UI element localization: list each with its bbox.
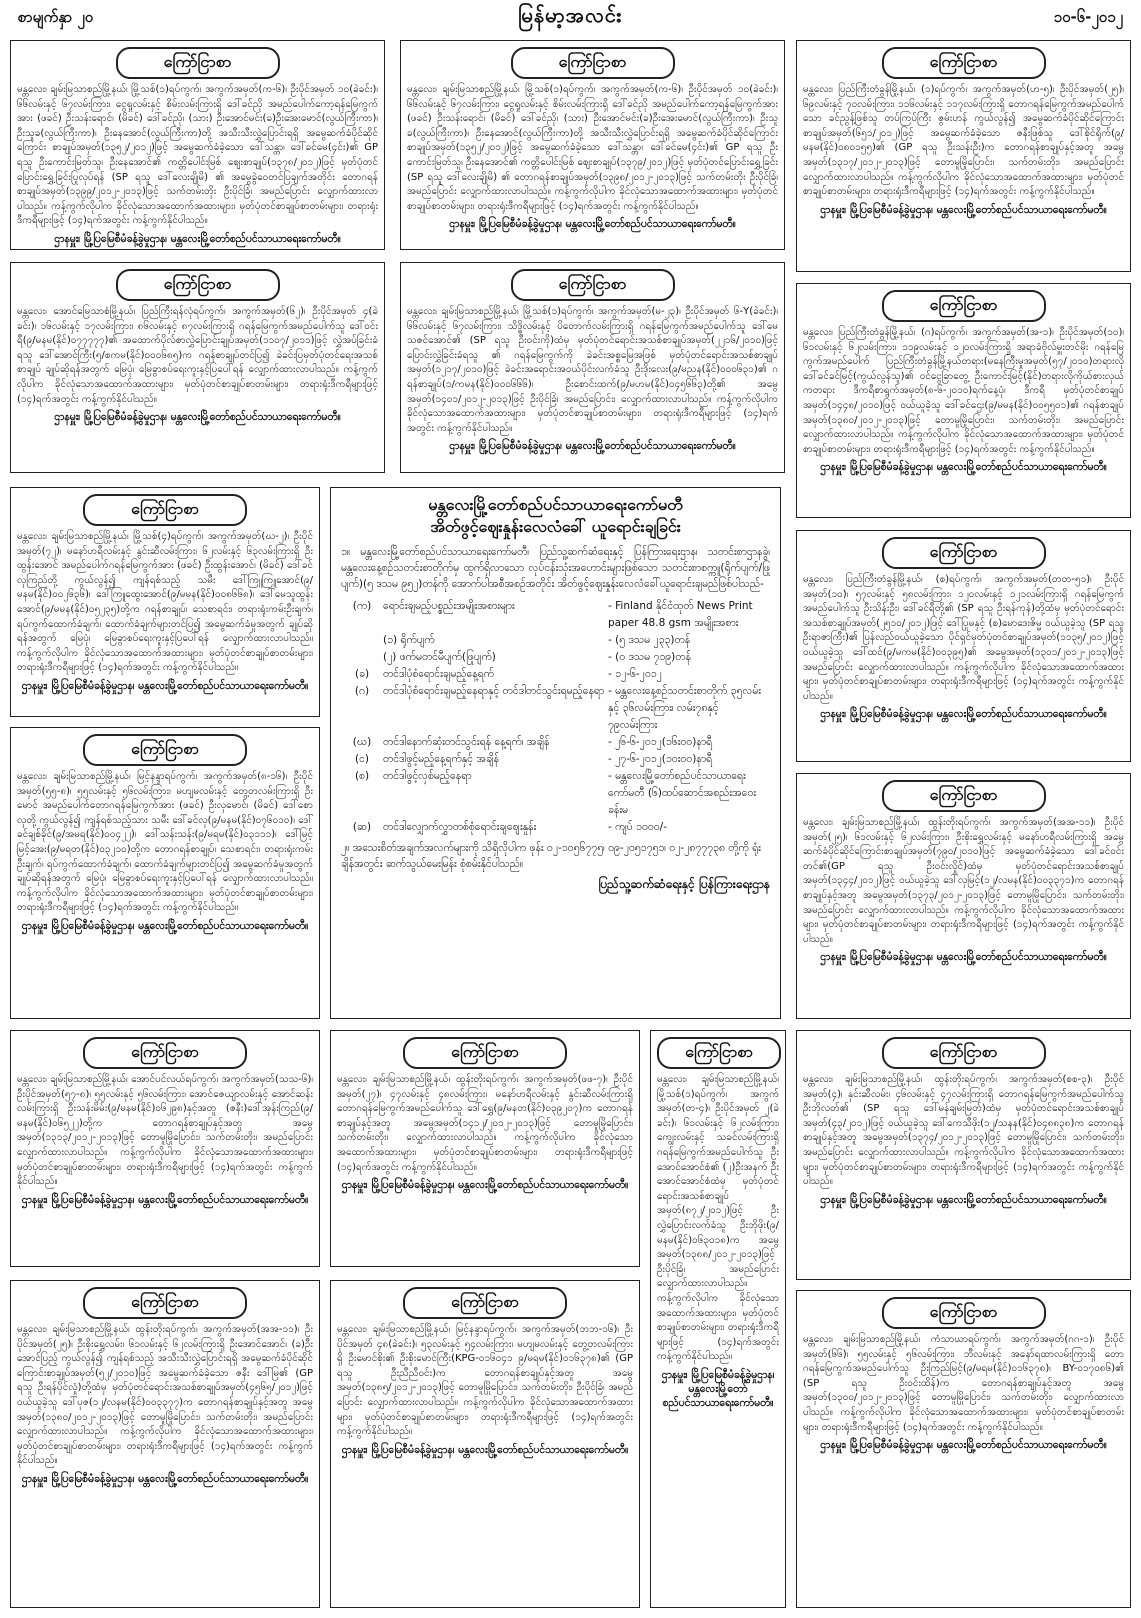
notice-title: ကြော်ငြာစာ [882, 537, 1046, 569]
tender-signature: ပြည်သူ့ဆက်ဆံရေးနှင့် ပြန်ကြားရေးဌာန [598, 877, 770, 891]
notice-body: မန္တလေး၊ ချမ်းမြသာစည်မြို့နယ်၊ ထွန်းတိုးရပ်ကွက်၊ အကွက်အမှတ်(အအ-၁၁)၊ ဦးပိုင်အမှတ်(၂၅)၊ ၆၁လမ်းနှင့် ၆၂လမ်းကြား၊ ဦးစိုးရွှေလမ်းနှင့် မနော်ဟရီလမ်းကြားရှိ အမွေဆက်ခံပိုင်ဆိုင်ကြောင်းစာချုပ်အမှတ်(၇၉၀/၂၀၁၀)ဖြင့် အမွေဆက်ခံခဲ့သော ဒေါ်ခင်ဝင်းတင်၏(GP ရသူ ဦးဝင်းလှိုင်)ထံမှ မှတ်ပုံတင်ရောင်းအသစ်စာချုပ်အမှတ်(၁၃၄၄/၂၀၁၂)ဖြင့် ဝယ်ယူခဲ့သူ ဒေါ်လှမြင့်(၁၂/လမန(နိုင်)၀၀၃၃၇၁)က တောဂရန်စာချုပ်နှင့်အတူ အမွေအမှတ်(၁၃၇၃/၂၀၁၂-၂၀၁၃)ဖြင့် တောမူမြိုပြောင်း၊ သက်တမ်းတိုး၊ အမည်ပြောင်း လျှောက်ထားလာပါသည်။ ကန့်ကွက်လိုပါက ခိုင်လုံသောအထောက်အထားများ၊ မှတ်ပုံတင်စာချုပ်စာတမ်းများ၊ တရားရုံးဒီကရီများဖြင့် (၁၄)ရက်အတွင်း ကန့်ကွက်နိုင်ပါသည်။ [803, 817, 1124, 945]
tender-title: မန္တလေးမြို့တော်စည်ပင်သာယာရေးကော်မတီ [428, 495, 683, 514]
row-value: - ကျပ် ၁၀၀၀/- [608, 821, 668, 833]
row-key: (ဂ) [354, 685, 370, 697]
notice-title: ကြော်ငြာစာ [116, 269, 280, 301]
notice-box [10, 1280, 320, 1608]
row-key: (က) [352, 600, 372, 612]
notice-footer: ဌာနမှူး၊ မြို့ပြမြေစီမံခန့်ခွဲမှုဌာန၊ မန္တလေးမြို့တော်စည်ပင်သာယာရေးကော်မတီ။ [449, 218, 736, 231]
notice-footer: ဌာနမှူး၊ မြို့ပြမြေစီမံခန့်ခွဲမှုဌာန၊ မန္တလေးမြို့တော်စည်ပင်သာယာရေးကော်မတီ။ [820, 951, 1107, 964]
notice-title: ကြော်ငြာစာ [882, 47, 1046, 79]
tender-schedule [341, 598, 770, 836]
notice-footer: ဌာနမှူး၊ မြို့ပြမြေစီမံခန့်ခွဲမှုဌာန၊ မန္တလေးမြို့တော်စည်ပင်သာယာရေးကော်မတီ။ [341, 1443, 629, 1456]
notice-body: မန္တလေး၊ ပြည်ကြီးတံခွန်မြို့နယ်၊ (၁)ရပ်ကွက်၊ အကွက်အမှတ်(ဟ-၅)၊ ဦးပိုင်အမှတ်(၂၅)၊ ၆၉လမ်းနှင့် ၇၀လမ်းကြား၊ ၁၁၆လမ်းနှင့် ၁၁၇လမ်းကြားရှိ တောဂရန်မြေကွက်အမည်ပေါက်သော ခင်ညွန့်ဖြစ်သူ တပ်ကြပ်ကြီး ဇွမ်းပာန် ကွယ်လွန်၍ အမွေဆက်ခံပိုင်ဆိုင်ကြောင်းစာချုပ်အမှတ်(၆၅၁/၂၀၁၂)ဖြင့် အမွေဆက်ခံခဲ့သော ဇနီးဖြစ်သူ ဒေါ်စိုင်ရိုက်(၉/မနမ(နိုင်)၀၈၀၁၅၅)၏ (GP ရသူ ဦးသန်းဦး)က တောဂရန်စာချုပ်နှင့်အတူ အမွေ အမှတ်(၁၃၁၇/၂၀၁၂-၂၀၁၃)ဖြင့် တောမူမြိုပြောင်း၊ သက်တမ်းတိုး၊ အမည်ပြောင်း လျှောက်ထားလာပါသည်။ ကန့်ကွက်လိုပါက ခိုင်လုံသောအထောက်အထားများ၊ မှတ်ပုံတင်စာချုပ်စာတမ်းများ၊ တရားရုံးဒီကရီများဖြင့် (၁၄)ရက်အတွင်း ကန့်ကွက်နိုင်ပါသည်။ [803, 84, 1124, 198]
notice-footer: ဌာနမှူး၊ မြို့ပြမြေစီမံခန့်ခွဲမှုဌာန၊ မန္တလေးမြို့တော်စည်ပင်သာယာရေးကော်မတီ။ [820, 1193, 1107, 1206]
tender-row [341, 819, 770, 836]
notice-body: မန္တလေး၊ ပြည်ကြီးတံခွန်မြို့နယ်၊ (စ)ရပ်ကွက်၊ အကွက်အမှတ်(တတ-၅၁)၊ ဦးပိုင်အမှတ်(၁၀)၊ ၅၇လမ်းနှင့် ၅၈လမ်းကြား၊ ၁၂၀လမ်းနှင့် ၁၂၁လမ်းကြားရှိ ဂရန်မြေကွက်အမည်ပေါက်သူ ဦးသိန်းဦး၊ ဒေါ်ခင်ရီတို့၏ (SP ရသူ ဦးရန်ကုန်)တို့ထံမှ မှတ်ပုံတင်ရောင်းအသစ်စာချုပ်အမှတ်(၂၅၁၀/၂၀၁၂)ဖြင့် ဒေါ်ပြုမနှင့် (စ)မောဒေးဇိမ္မ ဝယ်ယူခဲ့သူ (SP ရသူ ဦးရာဇာကြီး)၏ ပြန်လည်ဝယ်ယူခဲ့သော ပိုင်ရှင်မှတ်ပုံတင်စာချုပ်အမှတ်(၁၁၃၅/၂၀၁၂)ဖြင့် ဝယ်ယူခဲ့သူ ဒေါ်ထင်(၉/မကမ(နိုင်)၀၀၃၉၅)၏ အမွေအမှတ်(၁၃၀၁/၂၀၁၂-၂၀၁၃)ဖြင့် အမည်ပြောင်း လျှောက်ထားလာပါသည်။ ကန့်ကွက်လိုပါက ခိုင်လုံသောအထောက်အထားများ၊ မှတ်ပုံတင်စာချုပ်စာတမ်းများ၊ တရားရုံးဒီကရီများဖြင့် (၁၄)ရက်အတွင်း ကန့်ကွက်နိုင်ပါသည်။ [803, 574, 1124, 702]
notice-body: မန္တလေး၊ ချမ်းမြသာစည်မြို့နယ်၊ ကံသာယာရပ်ကွက်၊ အကွက်အမှတ်(ဂဂ-၁)၊ ဦးပိုင်အမှတ်(၆၆)၊ ၅၅လမ်းနှင့် ၅၆လမ်းကြား၊ ဘီလမ်းနှင့် အနော်ရထာလမ်းကြားရှိ တောဂရန်မြေကွက်အမည်ပေါက်သူ ဦးကြည်မြင့်(၉/မရမ(နိုင်)၀၁၆၃၇၈)၊ BY-၀၁၇၀၈၆)၏ (SP ရသူ ဦးဝင်းထိန်)က တောဂရန်စာချုပ်နှင့်အတူ အမွေအမှတ်(၁၃၀၀/၂၀၁၂-၂၀၁၃)ဖြင့် တောမူမြိုပြောင်း၊ သက်တမ်းတိုး၊ လျှောက်ထားလာပါသည်။ ကန့်ကွက်လိုပါက ခိုင်လုံသောအထောက်အထားများ၊ မှတ်ပုံတင်စာချုပ်စာတမ်းများ၊ တရားရုံးဒီကရီများဖြင့် (၁၄)ရက်အတွင်း ကန့်ကွက်နိုင်ပါသည်။ [803, 1334, 1124, 1433]
notice-box [330, 1280, 640, 1608]
notice-body: မန္တလေး၊ ချမ်းမြသာစည်မြို့နယ်၊ ထွန်းတိုးရပ်ကွက်၊ အကွက်အမှတ်(ဖဖ-၇)၊ ဦးပိုင်အမှတ်(၂၇)၊ ၄၇လမ်းနှင့် ၄၈လမ်းကြား၊ မနော်ဟရီလမ်းနှင့် နွင်းဆီလမ်းကြားရှိ တောဂရန်မြေကွက်အမည်ပေါက်သူ ဒေါ်ရွှေ(၉/မနတ(နိုင်)၀၃၉၂၀၇)က တောဂရန်စာချုပ်နှင့်အတူ အမွေအမှတ်(၁၄၁၂/၂၀၁၂-၂၀၁၃)ဖြင့် တောမူမြိုပြောင်း၊ သက်တမ်းတိုး၊ လျှောက်ထားလာပါသည်။ ကန့်ကွက်လိုပါက ခိုင်လုံသောအထောက်အထားများ၊ မှတ်ပုံတင်စာချုပ်စာတမ်းများ၊ တရားရုံးဒီကရီများဖြင့် (၁၄)ရက်အတွင်း ကန့်ကွက်နိုင်ပါသည်။ [337, 1074, 633, 1173]
notice-box [10, 487, 320, 717]
notice-body: မန္တလေး၊ ချမ်းမြသာစည်မြို့နယ်၊ မြို့သစ်(၁)ရပ်ကွက်၊ အကွက်အမှတ်(က-၆)၊ ဦးပိုင်အမှတ် ၁၀(ခဲခင်း)၊ ၆၆လမ်းနှင့် ၆၇လမ်းကြား၊ ငွေရှုလမ်းနှင့် စိမ်းလမ်းကြားရှိ ဒေါ်ခင်ညို အမည်ပေါက်ကော့ရန်မြေကွက်အား (ဖခင်) ဦးသန်းရောင်၊ (မိခင်) ဒေါ်ခင်ညို၊ (သား) ဦးအောင်မင်း(ခ)ဦးအေးမောင်(လွယ်ကြီးကာ)၊ ဦးသူခ(လွယ်ကြီးကာ)၊ ဦးနေအောင်(လွယ်ကြီးကာ)တို့ အသီးသီးလွှဲပြောင်းရရှိ အမွေဆက်ခံပိုင်ဆိုင်ကြောင်း စာချုပ်အမှတ်(၁၃၅၂/၂၀၁၂)ဖြင့် အမွေဆက်ခံခဲ့သော ဒေါ်သန္တာ၊ ဒေါ်ခင်မေ(၄င်း)၏ GP ရသူ ဦးကောင်းမြတ်သူ၊ ဦးနေအောင်၏ ကတ္တိပေါင်းမြစ် ဈေးစာချုပ်(၁၃၇၈/၂၀၁၂)ဖြင့် မှတ်ပုံတင်ပြောင်းရွှေ့ခြင်းပြုလုပ်ရန် (SP ရသူ ဒေါ်လေးချိုမိ) ၏ အမွေခွဲဝေတင်ပြချက်အတိုင်း တောဂရန်စာချုပ်အမှတ်(၁၃၉၉/၂၀၁၂-၂၀၁၃)ဖြင့် သက်တမ်းတိုး ဦးပိုင်ခြံ၊ အမည်ပြောင်း လျှောက်ထားလာပါသည်။ ကန့်ကွက်လိုပါက ခိုင်လုံသောအထောက်အထားများ၊ မှတ်ပုံတင်စာချုပ်စာတမ်းများ၊ တရားရုံးဒီကရီများဖြင့် (၁၄)ရက်အတွင်း ကန့်ကွက်နိုင်ပါသည်။ [17, 84, 378, 227]
tender-subtitle: အိတ်ဖွင့်ဈေးနှုန်းလေလံခေါ် ယူရောင်းချခြင်း [430, 517, 681, 536]
notice-body: မန္တလေး၊ ချမ်းမြသာစည်မြို့နယ်၊ မြို့သစ်(၁)ရပ်ကွက်၊ အကွက်အမှတ်(တ-၄)၊ ဦးပိုင်အမှတ် ၂(ခဲခင်း)၊ ၆၁လမ်းနှင့် ၆၂လမ်းကြား၊ ကျွေးလမ်းနှင့် သခင်လမ်းကြားရှိ ဂရန်မြေကွက်အမည်ပေါက်သူ ဦးအောင်အောင်စံ၏ (၂)ဦးအနက် ဦးအောင်အောင်စံထံမှ မှတ်ပုံတင်ရောင်းအသစ်စာချုပ်အမှတ်(၈၇၂/၂၀၁၂)ဖြင့် ဦးလွှဲပြောင်းလက်ခံသူ ဦးဘိုဖိုး(၉/မနမ(နိုင်)၀၆၃၀၁၈)က အမွေအမှတ်(၁၃၈၈/၂၀၁၂-၂၀၁၃)ဖြင့် ဦးပိုင်ခြံ၊ အမည်ပြောင်း လျှောက်ထားလာပါသည်။ ကန့်ကွက်လိုပါက ခိုင်လုံသောအထောက်အထားများ၊ မှတ်ပုံတင်စာချုပ်စာတမ်းများ၊ တရားရုံးဒီကရီများဖြင့် (၁၄)ရက်အတွင်း ကန့်ကွက်နိုင်ပါသည်။ [657, 1074, 779, 1363]
notice-body: မန္တလေး၊ ချမ်းမြသာစည်မြို့နယ်၊ မြို့သစ်(၄)ရပ်ကွက်၊ အကွက်အမှတ်(ဃ-၂)၊ ဦးပိုင်အမှတ်(၇၂)၊ မနော်ဟရီလမ်းနှင့် နွင်းဆီလမ်းကြား၊ ၆၂လမ်းနှင့် ၆၃လမ်းကြားရှိ ဦးထွန်းအောင် အမည်ပေါက်ဂရန်မြေကွက်အား (ဖခင်) ဦးထွန်းအောင်၊ (မိခင်) ဒေါ်ခင်လှကြည်တို့ ကွယ်လွန်၍ ကျန်ရစ်သည့် သမီး ဒေါ်ကြူကြူအောင်(၉/မနမ(နိုင်)၀၀၂၆၃၆)၊ ဒေါ်ကြူထွေးအောင်(၉/မမန(နိုင်)၀၀၈၆၆၈)၊ ဒေါ်မေသူထွန်းအောင်(၉/မမန(နိုင်)၀၅၂၃၅)တို့က ဂရန်စာချုပ်၊ သေစာရင်း၊ တရားရုံးကမ်းဦးချက်၊ ရပ်ကွက်ထောက်ခံချက်၊ ထောက်ခံချက်များတင်ပြ၍ အမွေဆက်ခံမှုအတွက် ချုပ်ဆိုရန်အတွက် မြေပုံ၊ မြေခွာစပ်ရေးကူးနှင့်ပြပေါ်ရန် လျှောက်ထားလာပါသည်။ ကန့်ကွက်လိုပါက ခိုင်လုံသောအထောက်အထားများ၊ မှတ်ပုံတင်စာချုပ်စာတမ်းများ၊ တရားရုံးဒီကရီများဖြင့် (၁၄)ရက်အတွင်း ကန့်ကွက်နိုင်ပါသည်။ [17, 531, 313, 674]
notice-box [796, 40, 1131, 272]
row-key: (ဃ) [352, 736, 372, 748]
notice-box [796, 1030, 1131, 1280]
notice-title: ကြော်ငြာစာ [511, 47, 675, 79]
row-key: (ဆ) [352, 821, 372, 833]
notice-title: ကြော်ငြာစာ [83, 1287, 247, 1319]
notice-title: ကြော်ငြာစာ [83, 494, 247, 526]
notice-footer: ဌာနမှူး၊ မြို့ပြမြေစီမံခန့်ခွဲမှုဌာန၊ မန္တလေးမြို့တော်စည်ပင်သာယာရေးကော်မတီ။ [661, 1368, 775, 1409]
notice-title: ကြော်ငြာစာ [116, 47, 280, 79]
notice-footer: ဌာနမှူး၊ မြို့ပြမြေစီမံခန့်ခွဲမှုဌာန၊ မန္တလေးမြို့တော်စည်ပင်သာယာရေးကော်မတီ။ [21, 1472, 309, 1485]
tender-paragraph: ၁။ မန္တလေးမြို့တော်စည်ပင်သာယာရေးကော်မတီ၊ ပြည်သူ့ဆက်ဆံရေးနှင့် ပြန်ကြားရေးဌာန၊ သတင်းစာဌာနခွဲ၊ မန္တလေးနေ့စဉ်သတင်းစာတိုက်မှ ထွက်ရှိလာသော လုပ်ငန်းသုံးအဟောင်းများဖြစ်သော သတင်းစာစက္ကူ(ရိုက်ပျက်/ဖြုပျက်)(၅ ဒသမ ၉၅၂)တန်ကို အောက်ပါအစီအစဉ်အတိုင်း အိတ်ဖွင့်ဈေးနှုန်းလေလံခေါ်ယူရောင်းချမည်ဖြစ်ပါသည်- [341, 546, 770, 590]
row-value: - မန္တလေးနေ့စဉ်သတင်းစာတိုက် ၃၅လမ်းနှင့် ၃၆လမ်းကြား၊ လမ်း၇၈နှင့် ၇၉လမ်းကြား [608, 685, 761, 731]
row-label: တင်ဒါလျှောက်လွှာတစ်စုံရောင်းချဈေးနှုန်း [383, 821, 537, 833]
notice-box [400, 40, 785, 250]
page-number: စာမျက်နှာ ၂၀ [18, 8, 94, 26]
row-label: တင်ဒါဖွင့်လှစ်မည့်နေရာ [383, 770, 472, 782]
notice-box [10, 262, 385, 473]
notice-box [330, 1030, 640, 1267]
notice-body: မန္တလေး၊ ပြည်ကြီးတံခွန်မြို့နယ်၊ (ဂ)ရပ်ကွက်၊ အကွက်အမှတ်(အ-၁)၊ ဦးပိုင်အမှတ်(၁၀)၊ ၆၁လမ်းနှင့် ၆၂လမ်းကြား၊ ၁၁၉လမ်းနှင့် ၁၂၀လမ်းကြားရှိ အရာခံဗိုလ်မှူးတင်မိုး ဂရန်မြေကွက်အမည်ပေါက် ပြည်ကြီးတံခွန်မြို့နယ်တရား(မနေကြီးမှုအမှတ်(၅၇/၂၀၁၀)တရားလို ဒေါ်ခင်ခင်မြင့်(ကွယ်လွန်သူ)၏ ဝင်ငွေခြာတွေ့ ဦးကောင်းမြင့်(နိုင်)တရားလိုကိုယ်စားလှယ်ကတရား ဒီကရီစာရွက်အမှတ်(၈-၆-၂၀၁၀)ရက်နေ့ပုံ၊ ဒီကရီ မှတ်ပုံတင်စာချုပ်အမှတ်(၁၄၄၈/၂၀၁၀)ဖြင့် ဝယ်ယူခဲ့သူ ဒေါ်ခင်ဌေး(၉/မမန(နိုင်)၀၀၅၅၀၁)၏ ဂရန်စာချုပ်အမှတ်(၁၃၈၀/၂၀၁၂-၂၀၁၃)ဖြင့် တောမူမြိုပြောင်း၊ သက်တမ်းတိုး၊ အမည်ပြောင်း လျှောက်ထားလာပါသည်။ ကန့်ကွက်လိုပါက ခိုင်လုံသောအထောက်အထားများ၊ မှတ်ပုံတင်စာချုပ်စာတမ်းများ၊ တရားရုံးဒီကရီများဖြင့် (၁၄)ရက်အတွင်း ကန့်ကွက်နိုင်ပါသည်။ [803, 327, 1124, 455]
notice-title: ကြော်ငြာစာ [882, 1297, 1046, 1329]
notice-box [400, 262, 785, 473]
notice-box [10, 40, 385, 250]
notice-box [10, 1030, 320, 1267]
row-label: (၁) ရိုက်ပျက် [383, 634, 435, 646]
notice-footer: ဌာနမှူး၊ မြို့ပြမြေစီမံခန့်ခွဲမှုဌာန၊ မန္တလေးမြို့တော်စည်ပင်သာယာရေးကော်မတီ။ [21, 919, 309, 932]
notice-footer: ဌာနမှူး၊ မြို့ပြမြေစီမံခန့်ခွဲမှုဌာန၊ မန္တလေးမြို့တော်စည်ပင်သာယာရေးကော်မတီ။ [449, 440, 736, 453]
tender-row [341, 751, 770, 768]
row-value: - (၀ ဒသမ ၇၁၉)တန် [608, 651, 691, 663]
notice-body: မန္တလေး၊ ချမ်းမြသာစည်မြို့နယ်၊ မြို့သစ်(၁)ရပ်ကွက်၊ အကွက်အမှတ်(က-၆)၊ ဦးပိုင်အမှတ် ၁၀(ခဲခင်း)၊ ၆၆လမ်းနှင့် ၆၇လမ်းကြား၊ ငွေရှုလမ်းနှင့် စိမ်းလမ်းကြားရှိ ဒေါ်ခင်ညို အမည်ပေါက်ကော့ရန်မြေကွက်အား (ဖခင်) ဦးသန်းရောင်၊ (မိခင်) ဒေါ်ခင်ညို၊ (သား) ဦးအောင်မင်း(ခ)ဦးအေးမောင်(လွယ်ကြီးကာ)၊ ဦးသူခ(လွယ်ကြီးကာ)၊ ဦးနေအောင်(လွယ်ကြီးကာ)တို့ အသီးသီးလွှဲပြောင်းရရှိ အမွေဆက်ခံပိုင်ဆိုင်ကြောင်း စာချုပ်အမှတ်(၁၃၅၂/၂၀၁၂)ဖြင့် အမွေဆက်ခံခဲ့သော ဒေါ်သန္တာ၊ ဒေါ်ခင်မေ(၄င်း)၏ GP ရသူ ဦးကောင်းမြတ်သူ၊ ဦးနေအောင်၏ ကတ္တိပေါင်းမြစ် ဈေးစာချုပ်(၁၃၇၉/၂၀၁၂)ဖြင့် မှတ်ပုံတင်ပြောင်းရွှေ့ခြင်း (SP ရသူ ဒေါ်လေးချိုမိ) ၏ တောဂရန်စာချုပ်အမှတ်(၁၃၉၈/၂၀၁၂-၂၀၁၃)ဖြင့် သက်တမ်းတိုး ဦးပိုင်ခြံ၊ အမည်ပြောင်း လျှောက်ထားလာပါသည်။ ကန့်ကွက်လိုပါက ခိုင်လုံသောအထောက်အထားများ၊ မှတ်ပုံတင်စာချုပ်စာတမ်းများ၊ တရားရုံးဒီကရီများဖြင့် (၁၄)ရက်အတွင်း ကန့်ကွက်နိုင်ပါသည်။ [407, 84, 778, 212]
tender-row [341, 598, 770, 632]
notice-box [796, 773, 1131, 1019]
notice-title: ကြော်ငြာစာ [511, 269, 675, 301]
page-header [0, 0, 1141, 40]
notice-title: ကြော်ငြာစာ [403, 1287, 567, 1319]
row-value: - ၂၇-၆-၂၀၁၂(၁၀း၀၀)နာရီ [608, 753, 713, 765]
row-value: - မန္တလေးမြို့တော်စည်ပင်သာယာရေးကော်မတီ (၆)ထပ်ဆောင်အစည်းအဝေးခန်းမ [608, 770, 756, 816]
notice-footer: ဌာနမှူး၊ မြို့ပြမြေစီမံခန့်ခွဲမှုဌာန၊ မန္တလေးမြို့တော်စည်ပင်သာယာရေးကော်မတီ။ [820, 203, 1107, 216]
tender-row [341, 768, 770, 819]
notice-title: ကြော်ငြာစာ [882, 1037, 1046, 1069]
row-label: တင်ဒါဖွင့်မည့်နေ့ရက်နှင့် အချိန် [383, 753, 499, 765]
issue-date: ၁၀-၆-၂၀၁၂ [1053, 8, 1123, 26]
notice-box [650, 1030, 786, 1608]
notice-footer: ဌာနမှူး၊ မြို့ပြမြေစီမံခန့်ခွဲမှုဌာန၊ မန္တလေးမြို့တော်စည်ပင်သာယာရေးကော်မတီ။ [820, 708, 1107, 721]
tender-row [341, 666, 770, 683]
tender-row [341, 734, 770, 751]
notice-box [796, 283, 1131, 518]
notice-box [796, 530, 1131, 762]
notice-title: ကြော်ငြာစာ [882, 780, 1046, 812]
row-label: တင်ဒါနောက်ဆုံးတင်သွင်းရန် နေ့ရက်၊ အချိန် [383, 736, 550, 748]
tender-notice [330, 487, 781, 1019]
row-key [341, 649, 383, 666]
notice-body: မန္တလေး၊ အောင်မြေသာစံမြို့နယ်၊ ပြည်ကြီးရန်လုံရပ်ကွက်၊ အကွက်အမှတ်(၆၂)၊ ဦးပိုင်အမှတ် ၄(ခဲခင်း)၊ ၁၆လမ်းနှင့် ၁၇လမ်းကြား၊ ၈၆လမ်းနှင့် ၈၇လမ်းကြားရှိ ဂရန်မြေကွက်အမည်ပေါက်သူ ဒေါ်ဝင်းရီ(၉/မနမ(နိုင်)၀၇၇၇၇၇)၏ အထောက်ပိုလ်စာလွှဲပြောင်းချုပ်အမှတ်(၁၁၀၇/၂၀၁၁)ဖြင့် လွှဲအပ်ခြင်းခံရသူ ဒေါ်အောင်ကြီး(၅/စကမ(နိုင်)၀၀၀၆၈၅)က ဂရန်စာချုပ်တင်ပြ၍ ခဲခင်းပြမှတ်ပုံတင်ရေးအသစ်စာချုပ် ချုပ်ဆိုရန်အတွက် မြေပုံ၊ မြေခွာစပ်ရေးကူးနှင့်ပြပေါ်ရန် လျှောက်ထားလာပါသည်။ ကန့်ကွက်လိုပါက ခိုင်လုံသောအထောက်အထားများ၊ မှတ်ပုံတင်စာချုပ်စာတမ်းများ၊ တရားရုံးဒီကရီများဖြင့် (၁၄)ရက်အတွင်း ကန့်ကွက်နိုင်ပါသည်။ [17, 306, 378, 405]
notice-body: မန္တလေး၊ ချမ်းမြသာစည်မြို့နယ်၊ မြင့်နန္ဒာရပ်ကွက်၊ အကွက်အမှတ်(ဘဘ-၁၆)၊ ဦးပိုင်အမှတ် ၄၈(ခဲခင်း)၊ ၅၃လမ်းနှင့် ၅၄လမ်းကြား၊ မဟျမလမ်းနှင့် တွေ့တလမ်းကြားရှိ ဦးမောင်စိုး၏ ဦးစိုးမောင်ကြီး(KPG-၀၁၆၀၄၁ ၉/မရမ(နိုင်)၀၁၆၃၇၈)၏ (GP ရသူ ဦးညီညီဝင်း)က တောဂရန်စာချုပ်နှင့်အတူ အမွေအမှတ်(၁၃၈၅/၂၀၁၂-၂၀၁၃)ဖြင့် တောမူမြိုပြောင်း၊ သက်တမ်းတိုး၊ ဦးပိုင်ခြံ၊ အမည်ပြောင်း လျှောက်ထားလာပါသည်။ ကန့်ကွက်လိုပါက ခိုင်လုံသောအထောက်အထားများ၊ မှတ်ပုံတင်စာချုပ်စာတမ်းများ၊ တရားရုံးဒီကရီများဖြင့် (၁၄)ရက်အတွင်း ကန့်ကွက်နိုင်ပါသည်။ [337, 1324, 633, 1438]
tender-row [341, 632, 770, 649]
notice-body: မန္တလေး၊ ချမ်းမြသာစည်မြို့နယ်၊ မြို့သစ်(၁)ရပ်ကွက်၊ အကွက်အမှတ်(မ-၂၃)၊ ဦးပိုင်အမှတ် ၆-Y(ခဲခင်း)၊ ၆၆လမ်းနှင့် ၆၇လမ်းကြား၊ သိဒ္ဓိလမ်းနှင့် ပိတောက်လမ်းကြားရှိ ဂရန်မြေကွက်အမည်ပေါက်သူ ဒေါ်မေသဇင်အောင်၏ (SP ရသူ ဦးဝင်းကို)ထံမှ မှတ်ပုံတင်ရောင်းအသစ်စာချုပ်အမှတ်(၂၂၁၆/၂၀၁၀)ဖြင့် ပြောင်းလွှဲခြင်းခံရသူ ၏ ဂရန်မြေကွက်ကို ခဲခင်းအစ္စမြေအဖြစ် မှတ်ပုံတင်ရောင်းအသစ်စာချုပ်အမှတ်(၁၂၁၇/၂၀၁၀)ဖြင့် ခဲခင်းအရောင်းအဝယ်ပိုင်းလက်ခံသူ ဦးဒိုးလေး(၉/မညန(နိုင်)၀၀၀၆၃၁)၏ ဂရန်စာချုပ်(၁/ကမန(နိုင်)၀၀၀၆၆၆)၊ ဦးစောင်းထက်(၉/မဟမ(နိုင်)၀၄၅၆၆၃)တို့၏ အမွေအမှတ်(၁၄၀၁/၂၀၁၂-၂၀၁၃)ဖြင့် ဦးပိုင်ခြံ၊ အမည်ပြောင်း၊ လျှောက်ထားလာပါသည်။ ကန့်ကွက်လိုပါက ခိုင်လုံသောအထောက်အထားများ၊ မှတ်ပုံတင်စာချုပ်စာတမ်းများ၊ တရားရုံးဒီကရီများဖြင့် (၁၄)ရက်အတွင်း ကန့်ကွက်နိုင်ပါသည်။ [407, 306, 778, 434]
row-label: (၂) ဖက်မတင်မီပျက်(ဖြုပျက်) [383, 651, 496, 663]
notice-footer: ဌာနမှူး၊ မြို့ပြမြေစီမံခန့်ခွဲမှုဌာန၊ မန္တလေးမြို့တော်စည်ပင်သာယာရေးကော်မတီ။ [820, 1439, 1107, 1452]
row-value: - Finland နိုင်ငံထုတ် News Print paper 48.8 gsm အမျိုးအစား [608, 600, 753, 629]
row-label: တင်ဒါပုံစံရောင်းချမည့်နေရာနှင့် တင်ဒါတင်သွင်းရမည့်နေရာ [383, 685, 605, 697]
notice-body: မန္တလေး၊ ချမ်းမြသာစည်မြို့နယ်၊ မြင့်နန္ဒာရပ်ကွက်၊ အကွက်အမှတ်(၈-၁၆)၊ ဦးပိုင်အမှတ်(၅၅-၈)၊ ၅၅လမ်းနှင့် ၅၆လမ်းကြား၊ မဟျမလမ်းနှင့် တွေ့တလမ်းကြားရှိ ဦးမောင် အမည်ပေါက်တောဂရန်မြေကွက်အား (ဖခင်) ဦးလှမောင်၊ (မိခင်) ဒေါ်စောလှတို့ ကွယ်လွန်၍ ကျန်ရစ်သည့်သား သမီး ဒေါ်ခင်လှ(၉/မနမ(နိုင်)၀၇၆၀၁၀)၊ ဒေါ်ခင်ချစ်ခိုင်(၉/အမရ(နိုင်)၀၀၄၂၂)၊ ဒေါ်သန်းသန်း(၉/မရမ(နိုင်)၀၃၁၁၁)၊ ဒေါ်မြင့်မြင့်အေး(၉/မရတ(နိုင်)၀၃၂၁၀)တို့က တောဂရန်စာချုပ်၊ သေစာရင်း၊ တရားရုံးကမ်းဦးချက်၊ ရပ်ကွက်ထောက်ခံချက်၊ ထောက်ခံချက်များတင်ပြ၍ အမွေဆက်ခံမှုအတွက် ချုပ်ဆိုရန်အတွက် မြေပုံ၊ မြေခွာစပ်ရေးကူးနှင့်ပြပေါ်ရန် လျှောက်ထားလာပါသည်။ ကန့်ကွက်လိုပါက ခိုင်လုံသောအထောက်အထားများ၊ မှတ်ပုံတင်စာချုပ်စာတမ်းများ၊ တရားရုံးဒီကရီများဖြင့် (၁၄)ရက်အတွင်း ကန့်ကွက်နိုင်ပါသည်။ [17, 771, 313, 914]
notice-footer: ဌာနမှူး၊ မြို့ပြမြေစီမံခန့်ခွဲမှုဌာန၊ မန္တလေးမြို့တော်စည်ပင်သာယာရေးကော်မတီ။ [54, 411, 341, 424]
row-key [341, 632, 383, 649]
masthead-logo: မြန်မာ့အလင်း [517, 3, 623, 27]
row-key: (စ) [354, 770, 370, 782]
notice-body: မန္တလေး၊ ချမ်းမြသာစည်မြို့နယ်၊ ထွန်းတိုးရပ်ကွက်၊ အကွက်အမှတ်(စစ-၃)၊ ဦးပိုင်အမှတ်(၄)၊ နှင်းဆီလမ်း၊ ၄၆လမ်းနှင့် ၄၇လမ်းကြားရှိ တောဂရန်မြေကွက်အမည်ပေါက်သူ ဦးဘိုလတ်၏ (SP ရသူ ဒေါ်မန်ချမ်းမြတ်)ထံမှ မှတ်ပုံတင်ရောင်းအသစ်စာချုပ်အမှတ်(၄၃/၂၀၁၂)ဖြင့် ဝယ်ယူခဲ့သူ ဒေါ်ကေသီဖိုး(၁၂/သနန(နိုင်)၀၄၈၈၃၈)က တောဂရန်စာချုပ်နှင့်အတူ အမွေအမှတ်(၁၃၇၄/၂၀၁၂-၂၀၁၃)ဖြင့် တောမူမြိုပြောင်း၊ သက်တမ်းတိုး၊ အမည်ပြောင်း လျှောက်ထားလာပါသည်။ ကန့်ကွက်လိုပါက ခိုင်လုံသောအထောက်အထားများ၊ မှတ်ပုံတင်စာချုပ်စာတမ်းများ၊ တရားရုံးဒီကရီများဖြင့် (၁၄)ရက်အတွင်း ကန့်ကွက်နိုင်ပါသည်။ [803, 1074, 1124, 1188]
notice-footer: ဌာနမှူး၊ မြို့ပြမြေစီမံခန့်ခွဲမှုဌာန၊ မန္တလေးမြို့တော်စည်ပင်သာယာရေးကော်မတီ။ [820, 461, 1107, 474]
notice-footer: ဌာနမှူး၊ မြို့ပြမြေစီမံခန့်ခွဲမှုဌာန၊ မန္တလေးမြို့တော်စည်ပင်သာယာရေးကော်မတီ။ [341, 1179, 629, 1192]
row-value: - ၁၂-၆-၂၀၁၂ [608, 668, 662, 680]
row-key: (ခ) [354, 668, 370, 680]
notice-body: မန္တလေး၊ ချမ်းမြသာစည်မြို့နယ်၊ ထွန်းတိုးရပ်ကွက်၊ အကွက်အမှတ်(အအ-၁၁)၊ ဦးပိုင်အမှတ်(၂၅)၊ ဦးစိုးရွှေလမ်း၊ ၆၁လမ်းနှင့် ၆၂လမ်းကြားရှိ ဦးအောင်အောင်၊ (ခ)ဦးအောင်ပြည့် ကွယ်လွန်၍ ကျန်ရစ်သည့် အသီးသီးလွှဲပြောင်းရရှိ အမွေဆက်ခံပိုင်ဆိုင်ကြောင်းစာချုပ်အမှတ်(၅၂/၂၀၁၀)ဖြင့် အမွေဆက်ခံခဲ့သော ဇနီး ဒေါ်မြ၏ (GP ရသူ ဦးရန်ပိုင်လှုံ)တို့ထံမှ မှတ်ပုံတင်ရောင်းအသစ်စာချုပ်အမှတ်(၄၅၆၅/၂၀၁၂)ဖြင့် ဝယ်ယူခဲ့သူ ဒေါ်ပုဇ(၁၂/လနမ(နိုင်)၀၀၃၃၇၇)က တောဂရန်စာချုပ်နှင့်အတူ အမွေအမှတ်(၁၃၈၀/၂၀၁၂-၂၀၁၃)ဖြင့် တောမူမြိုပြောင်း၊ သက်တမ်းတိုး၊ အမည်ပြောင်း လျှောက်ထားလာပါသည်။ ကန့်ကွက်လိုပါက ခိုင်လုံသောအထောက်အထားများ၊ မှတ်ပုံတင်စာချုပ်စာတမ်းများ၊ တရားရုံးဒီကရီများဖြင့် (၁၄)ရက်အတွင်း ကန့်ကွက်နိုင်ပါသည်။ [17, 1324, 313, 1467]
notice-title: ကြော်ငြာစာ [403, 1037, 567, 1069]
tender-contact: ၂။ အသေးစိတ်အချက်အလက်များကို သိရှိလိုပါက ဖုန်း ၀၂-၁၀၅၆၇၇၅၊ ၀၉-၂၀၅၁၇၅၁၊ ၀၂-၂၈၇၇၇၃၈ တို့ကို ရုံးချိန်အတွင်း ဆက်သွယ်မေးမြန်း စုံစမ်းနိုင်ပါသည်။ [341, 842, 761, 870]
notice-title: ကြော်ငြာစာ [83, 1037, 247, 1069]
notice-box [796, 1290, 1131, 1608]
row-value: - ၂၆-၆-၂၀၁၂(၁၆း၀၀)နာရီ [608, 736, 713, 748]
notice-title: ကြော်ငြာစာ [657, 1037, 781, 1069]
tender-row [341, 683, 770, 734]
row-key: (င) [354, 753, 370, 765]
notice-footer: ဌာနမှူး၊ မြို့ပြမြေစီမံခန့်ခွဲမှုဌာန၊ မန္တလေးမြို့တော်စည်ပင်သာယာရေးကော်မတီ။ [21, 679, 309, 692]
notice-body: မန္တလေး၊ ချမ်းမြသာစည်မြို့နယ်၊ အောင်ပင်လယ်ရပ်ကွက်၊ အကွက်အမှတ်(သသ-၆)၊ ဦးပိုင်အမှတ်(၅၇-၈)၊ ၅၅လမ်းနှင့် ၅၆လမ်းကြား၊ အောင်ဇေယျာလမ်းနှင့် အောင်ဆန်းလမ်းကြားရှိ ဦးသန်းမိမ်း(၉/မနမ(နိုင်)၀၆၂၉၈)နှင့်အတူ (ဇနီး)ဒေါ်အုန်းကြည်(၉/မနမ(နိုင်)၀၆၅၂၂)တို့က တောဂရန်စာချုပ်နှင့်အတူ အမွေအမှတ်(၁၃၁၃/၂၀၁၂-၂၀၁၃)ဖြင့် တောမူမြိုပြောင်း၊ သက်တမ်းတိုး၊ အမည်ပြောင်း လျှောက်ထားလာပါသည်။ ကန့်ကွက်လိုပါက ခိုင်လုံသောအထောက်အထားများ၊ မှတ်ပုံတင်စာချုပ်စာတမ်းများ၊ တရားရုံးဒီကရီများဖြင့် (၁၄)ရက်အတွင်း ကန့်ကွက်နိုင်ပါသည်။ [17, 1074, 313, 1188]
row-label: တင်ဒါပုံစံရောင်းချမည့်နေ့ရက် [383, 668, 494, 680]
row-label: ရောင်းချမည့်ပစ္စည်းအမျိုးအစားများ [383, 600, 515, 612]
notice-title: ကြော်ငြာစာ [882, 290, 1046, 322]
notice-title: ကြော်ငြာစာ [83, 734, 247, 766]
notice-footer: ဌာနမှူး၊ မြို့ပြမြေစီမံခန့်ခွဲမှုဌာန၊ မန္တလေးမြို့တော်စည်ပင်သာယာရေးကော်မတီ။ [21, 1193, 309, 1206]
notice-box [10, 727, 320, 1019]
notice-footer: ဌာနမှူး၊ မြို့ပြမြေစီမံခန့်ခွဲမှုဌာန၊ မန္တလေးမြို့တော်စည်ပင်သာယာရေးကော်မတီ။ [54, 232, 341, 245]
tender-row [341, 649, 770, 666]
row-value: - (၅ ဒသမ ၂၃၃)တန် [608, 634, 691, 646]
